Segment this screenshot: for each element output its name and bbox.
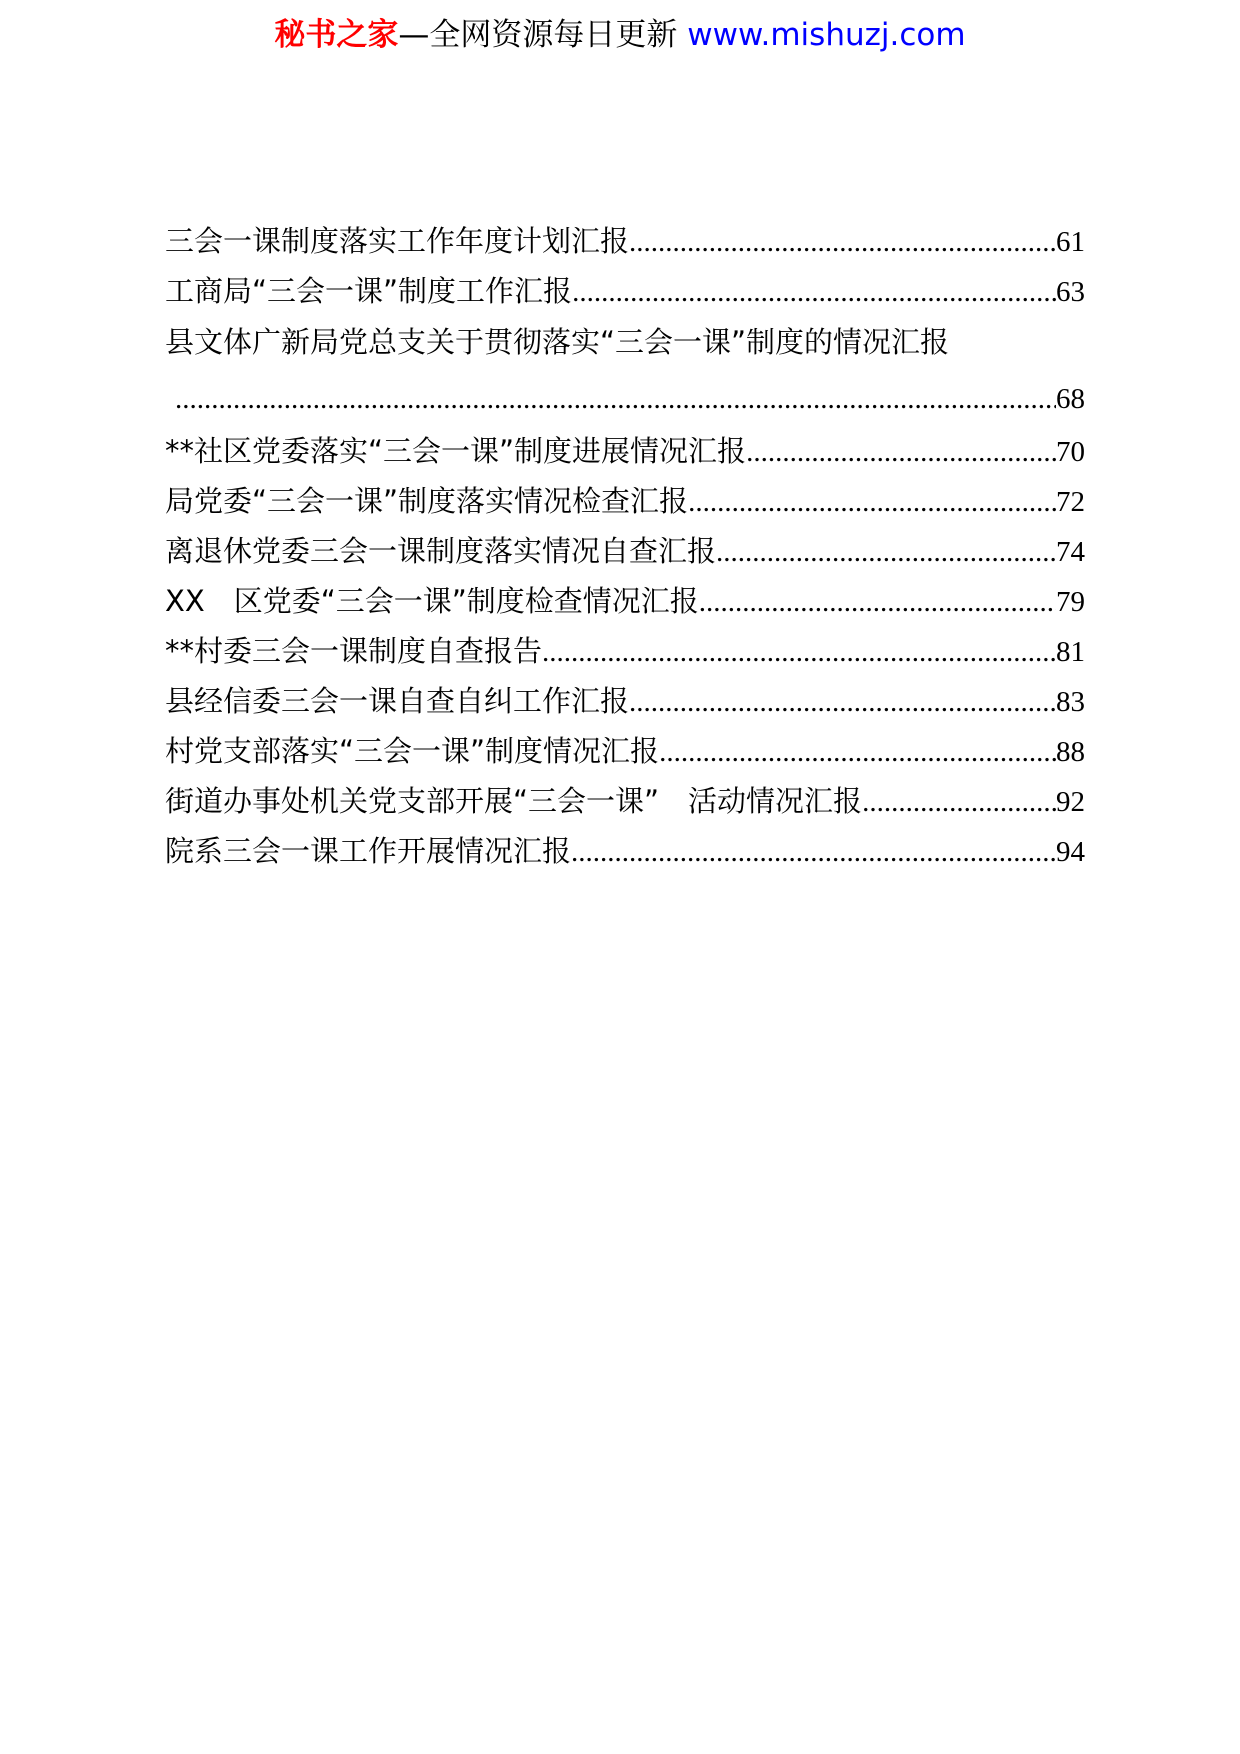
toc-leader-dots (629, 677, 1056, 726)
toc-entry-title: 街道办事处机关党支部开展“三会一课” 活动情况汇报 (165, 784, 863, 818)
toc-entry-page: 88 (1056, 736, 1085, 768)
toc-entry[interactable] (165, 526, 1085, 576)
toc-entry-title: 县文体广新局党总支关于贯彻落实“三会一课”制度的情况汇报 (165, 325, 950, 359)
toc-entry[interactable] (165, 776, 1085, 826)
toc-entry-page: 70 (1056, 436, 1085, 468)
header-slogan: —全网资源每日更新 (398, 17, 688, 53)
toc-entry[interactable] (165, 726, 1085, 776)
toc-entry-title: 县经信委三会一课自查自纠工作汇报 (165, 684, 630, 718)
toc-entry-page: 61 (1056, 226, 1085, 258)
toc-entry-page: 72 (1056, 486, 1085, 518)
toc-entry[interactable] (165, 426, 1085, 476)
toc-entry-title: 三会一课制度落实工作年度计划汇报 (165, 224, 630, 258)
toc-entry[interactable] (165, 826, 1085, 876)
toc-leader-dots (572, 267, 1056, 316)
toc-entry-page: 81 (1056, 636, 1085, 668)
toc-entry-title: 离退休党委三会一课制度落实情况自查汇报 (165, 534, 717, 568)
toc-entry[interactable] (165, 266, 1085, 316)
toc-entry-title: **社区党委落实“三会一课”制度进展情况汇报 (165, 434, 747, 468)
toc-entry-page: 79 (1056, 586, 1085, 618)
toc-entry[interactable] (165, 576, 1085, 626)
toc-entry-page: 83 (1056, 686, 1085, 718)
toc-entry-page: 92 (1056, 786, 1085, 818)
table-of-contents (165, 216, 1085, 876)
toc-entry[interactable] (165, 476, 1085, 526)
toc-entry-title: XX 区党委“三会一课”制度检查情况汇报 (165, 584, 699, 618)
toc-entry[interactable] (165, 626, 1085, 676)
toc-leader-dots (629, 217, 1056, 266)
toc-leader-dots (746, 427, 1056, 476)
toc-entry-continuation (165, 372, 1085, 426)
toc-entry-title: 局党委“三会一课”制度落实情况检查汇报 (165, 484, 689, 518)
site-header (0, 12, 1240, 58)
toc-leader-dots (699, 577, 1056, 626)
toc-leader-dots (571, 827, 1056, 876)
brand-name: 秘书之家 (274, 17, 399, 53)
site-url-link[interactable]: www.mishuzj.com (687, 17, 966, 53)
toc-entry-page: 94 (1056, 836, 1085, 868)
toc-entry[interactable] (165, 216, 1085, 266)
toc-leader-dots (688, 477, 1056, 526)
toc-entry-title: **村委三会一课制度自查报告 (165, 634, 543, 668)
toc-leader-dots (716, 527, 1056, 576)
toc-entry-page: 63 (1056, 276, 1085, 308)
toc-entry-title: 村党支部落实“三会一课”制度情况汇报 (165, 734, 660, 768)
toc-leader-dots (862, 777, 1056, 826)
toc-entry-title: 院系三会一课工作开展情况汇报 (165, 834, 572, 868)
toc-entry-title: 工商局“三会一课”制度工作汇报 (165, 274, 573, 308)
toc-leader-dots (175, 372, 1056, 426)
toc-entry[interactable] (165, 676, 1085, 726)
toc-leader-dots (542, 627, 1056, 676)
toc-entry-page: 68 (1056, 383, 1085, 415)
toc-entry[interactable] (165, 316, 1085, 426)
toc-leader-dots (659, 727, 1056, 776)
toc-entry-page: 74 (1056, 536, 1085, 568)
